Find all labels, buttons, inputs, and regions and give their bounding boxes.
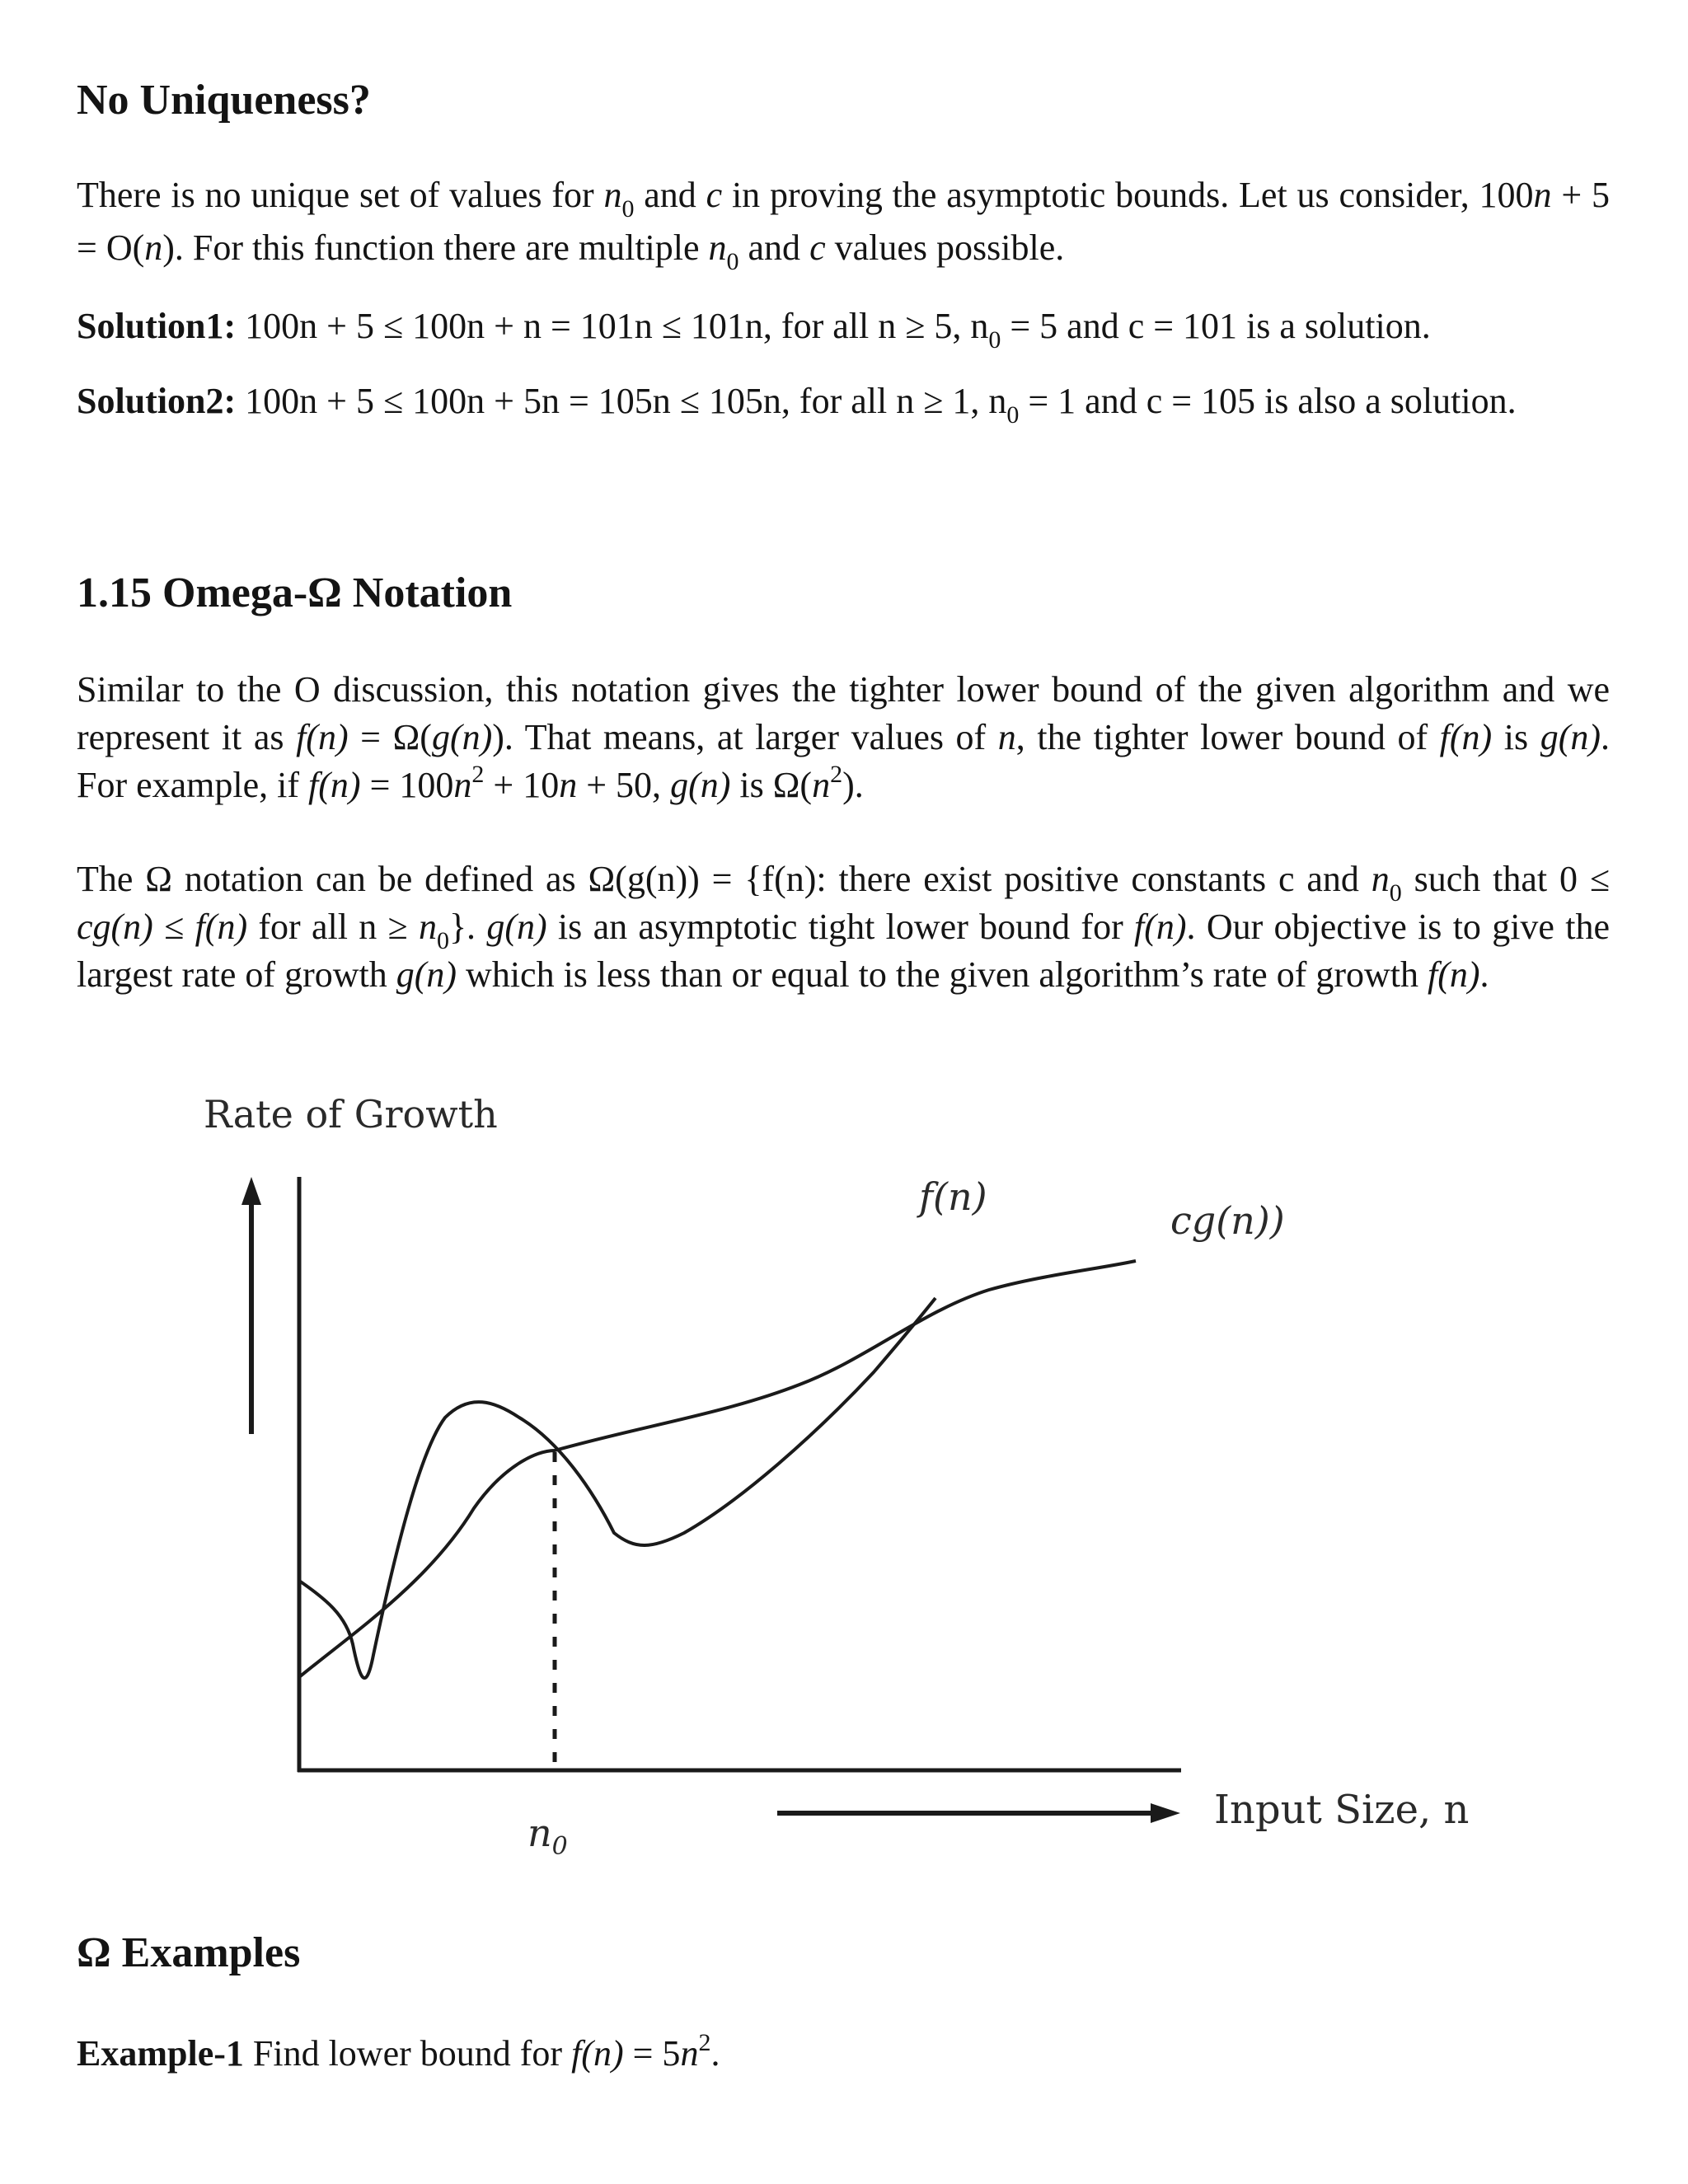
x-arrow-head bbox=[1151, 1803, 1180, 1823]
heading-omega-examples: Ω Examples bbox=[77, 1929, 301, 1976]
curve-cg-n-label: cg(n)) bbox=[1170, 1198, 1285, 1243]
example-1: Example-1 Find lower bound for $f(n) = 5n^2$. bbox=[77, 2029, 720, 2074]
x-axis-label: Input Size, n bbox=[1214, 1787, 1470, 1833]
y-arrow-head bbox=[241, 1177, 261, 1205]
heading-omega-notation: 1.15 Omega-Ω Notation bbox=[77, 569, 513, 616]
paragraph-no-uniqueness: There is no unique set of values for $n_0$ and c in proving the asymptotic bounds. Let us consider, 100n + 5 = O(n). For this function there are multiple $n_0$ and c values possible. bbox=[77, 175, 1610, 275]
solution-1: Solution1: 100n + 5 ≤ 100n + n = 101n ≤ 101n, for all n ≥ 5, $n_0 = 5$ and c = 101 is a solution. bbox=[77, 306, 1431, 354]
heading-no-uniqueness: No Uniqueness? bbox=[77, 77, 371, 124]
curve-cg-n bbox=[299, 1261, 1136, 1677]
paragraph-omega-intro: Similar to the O discussion, this notation gives the tighter lower bound of the given algorithm and we represent it as f(n) = Ω(g(n)). That means, at larger values of n, the tighter lower bound of f(n) is g(n). For example, if $f(n) = 100n^2 + 10n + 50$, g(n) is $\Omega(n^2)$. bbox=[77, 669, 1611, 805]
solution-2: Solution2: 100n + 5 ≤ 100n + 5n = 105n ≤ 105n, for all n ≥ 1, $n_0 = 1$ and c = 105 is also a solution. bbox=[77, 381, 1517, 429]
n0-label: $n_0$ bbox=[528, 1811, 568, 1861]
paragraph-omega-definition: The Ω notation can be defined as Ω(g(n)) = {f(n): there exist positive constants c and $n_0$ such that 0 ≤ cg(n) ≤ f(n) for all $n \ge n_0$}. g(n) is an asymptotic tight lower bound for f(n). Our objective is to give the largest rate of growth g(n) which is less than or equal to the given algorithm’s rate of growth f(n). bbox=[77, 859, 1611, 995]
curve-f-n-label: f(n) bbox=[919, 1174, 987, 1219]
y-axis-label: Rate of Growth bbox=[204, 1092, 498, 1137]
curve-f-n bbox=[299, 1298, 935, 1678]
